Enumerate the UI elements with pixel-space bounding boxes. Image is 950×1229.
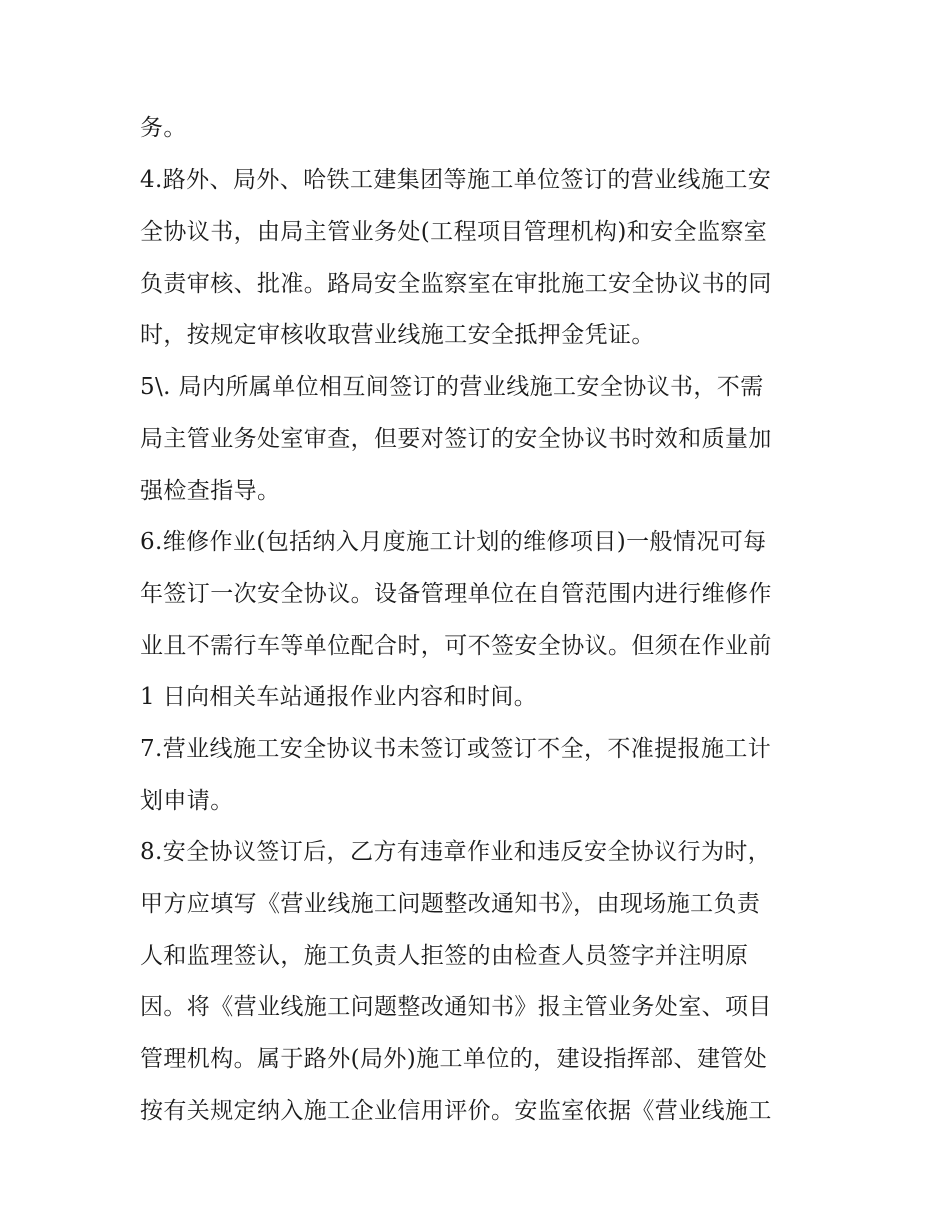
text-line: 人和监理签认，施工负责人拒签的由检查人员签字并注明原 (140, 943, 749, 969)
text-line: 5\. 局内所属单位相互间签订的营业线施工安全协议书，不需 (140, 374, 764, 400)
text-line: 8.安全协议签订后，乙方有违章作业和违反安全协议行为时， (140, 839, 772, 865)
text-line: 6.维修作业(包括纳入月度施工计划的维修项目)一般情况可每 (140, 529, 767, 555)
text-line: 时，按规定审核收取营业线施工安全抵押金凭证。 (140, 322, 655, 348)
text-line: 全协议书，由局主管业务处(工程项目管理机构)和安全监察室 (140, 219, 768, 245)
text-line: 1 日向相关车站通报作业内容和时间。 (140, 684, 538, 710)
text-line: 甲方应填写《营业线施工问题整改通知书》，由现场施工负责 (140, 891, 761, 917)
text-line: 按有关规定纳入施工企业信用评价。安监室依据《营业线施工 (140, 1098, 772, 1124)
text-line: 因。将《营业线施工问题整改通知书》报主管业务处室、项目 (140, 994, 772, 1020)
text-line: 7.营业线施工安全协议书未签订或签订不全，不准提报施工计 (140, 736, 772, 762)
text-line: 强检查指导。 (140, 478, 281, 504)
text-line: 务。 (140, 115, 187, 141)
text-line: 4.路外、局外、哈铁工建集团等施工单位签订的营业线施工安 (140, 167, 772, 193)
text-line: 负责审核、批准。路局安全监察室在审批施工安全协议书的同 (140, 271, 772, 297)
text-line: 局主管业务处室审查，但要对签订的安全协议书时效和质量加 (140, 426, 772, 452)
text-line: 管理机构。属于路外(局外)施工单位的，建设指挥部、建管处 (140, 1046, 768, 1072)
text-line: 划申请。 (140, 788, 234, 814)
text-line: 业且不需行车等单位配合时，可不签安全协议。但须在作业前 (140, 633, 772, 659)
text-line: 年签订一次安全协议。设备管理单位在自管范围内进行维修作 (140, 581, 772, 607)
